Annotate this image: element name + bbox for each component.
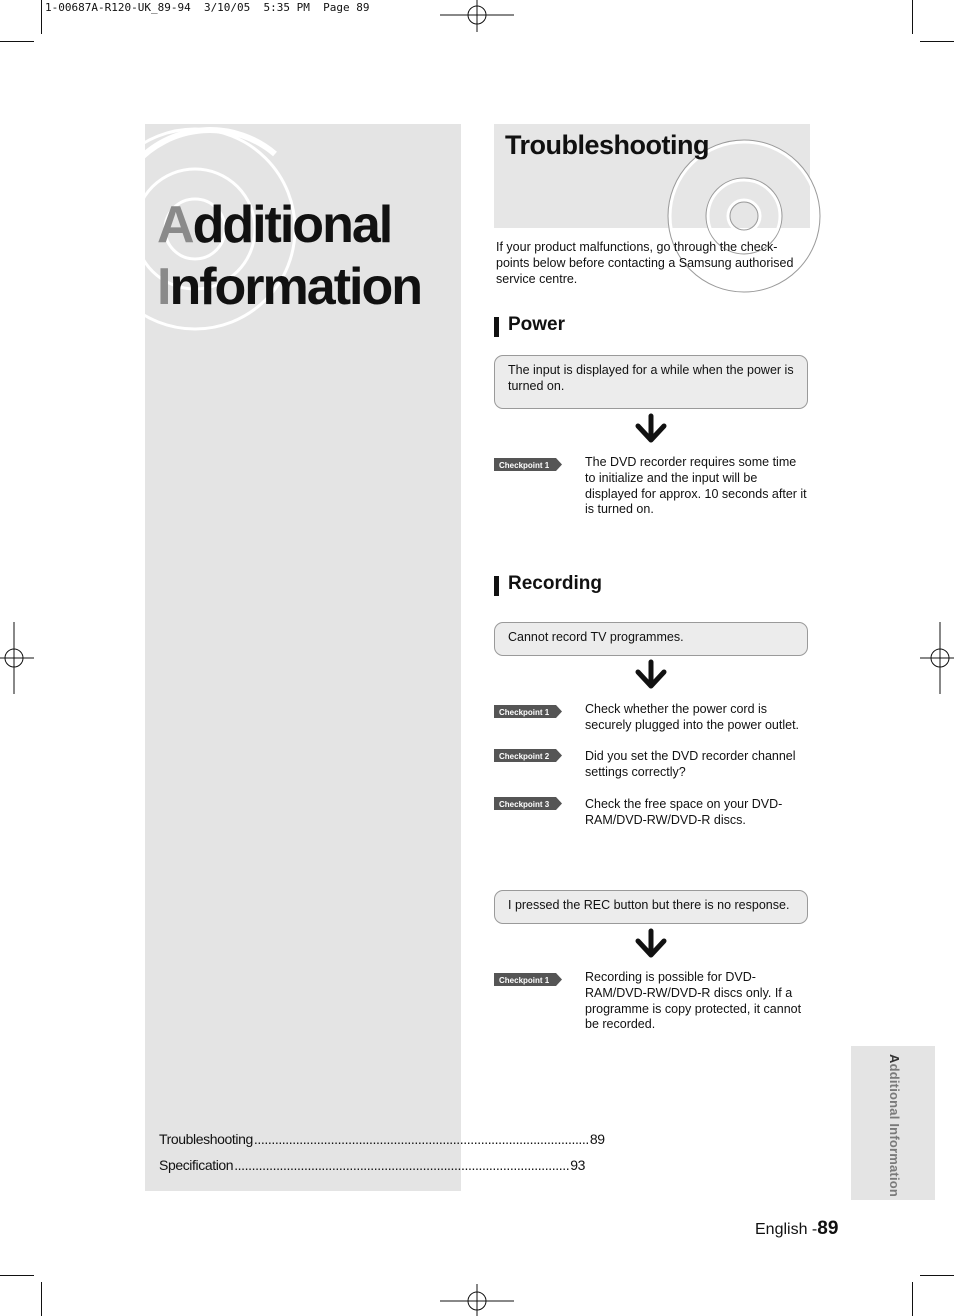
registration-mark-left: [0, 622, 34, 694]
svg-text:Checkpoint 2: Checkpoint 2: [499, 751, 550, 761]
symptom-box: Cannot record TV programmes.: [494, 622, 808, 656]
toc-entry-troubleshooting[interactable]: Troubleshooting ................................................................................................ 89: [159, 1131, 605, 1147]
intro-text: If your product malfunctions, go through the check-points below before contacting a Samsung authorised service centre.: [496, 240, 794, 286]
svg-text:Checkpoint 1: Checkpoint 1: [499, 707, 550, 717]
chapter-title: Additional Information: [157, 196, 421, 316]
heading-bar: [494, 576, 499, 596]
arrow-down-icon: [633, 660, 669, 690]
registration-mark-right: [920, 622, 954, 694]
checkpoint-badge: [494, 749, 562, 762]
registration-mark-bottom: [440, 1284, 514, 1316]
side-tab-label: Additional Information: [887, 1054, 902, 1198]
checkpoint-answer: Check the free space on your DVD-RAM/DVD-RW/DVD-R discs.: [585, 797, 783, 827]
checkpoint-badge: [494, 705, 562, 718]
checkpoint-answer: Check whether the power cord is securely plugged into the power outlet.: [585, 702, 800, 732]
section-heading-recording: Recording: [508, 573, 602, 595]
heading-bar: [494, 317, 499, 337]
page-number: English -89: [755, 1218, 839, 1239]
svg-text:Checkpoint 3: Checkpoint 3: [499, 799, 550, 809]
svg-text:Checkpoint 1: Checkpoint 1: [499, 460, 550, 470]
registration-mark-top: [440, 0, 514, 32]
toc-entry-specification[interactable]: Specification ................................................................................................ 93: [159, 1157, 585, 1173]
page-title: Troubleshooting: [505, 130, 709, 160]
checkpoint-badge: [494, 973, 562, 986]
arrow-down-icon: [633, 929, 669, 959]
checkpoint-badge: [494, 458, 562, 471]
symptom-box: I pressed the REC button but there is no response.: [494, 890, 808, 924]
svg-text:Checkpoint 1: Checkpoint 1: [499, 975, 550, 985]
side-tab: [851, 1046, 935, 1200]
print-header: 1-00687A-R120-UK_89-94 3/10/05 5:35 PM Page 89: [45, 1, 370, 14]
checkpoint-answer: The DVD recorder requires some time to initialize and the input will be displayed for approx. 10 seconds after it is turned on.: [585, 455, 807, 517]
symptom-box: The input is displayed for a while when the power is turned on.: [494, 355, 808, 409]
checkpoint-answer: Recording is possible for DVD-RAM/DVD-RW/DVD-R discs only. If a programme is copy protected, it cannot be recorded.: [585, 970, 802, 1032]
troubleshooting-header: [494, 124, 810, 228]
arrow-down-icon: [633, 414, 669, 444]
checkpoint-answer: Did you set the DVD recorder channel settings correctly?: [585, 749, 796, 779]
checkpoint-badge: [494, 797, 562, 810]
section-heading-power: Power: [508, 314, 565, 336]
